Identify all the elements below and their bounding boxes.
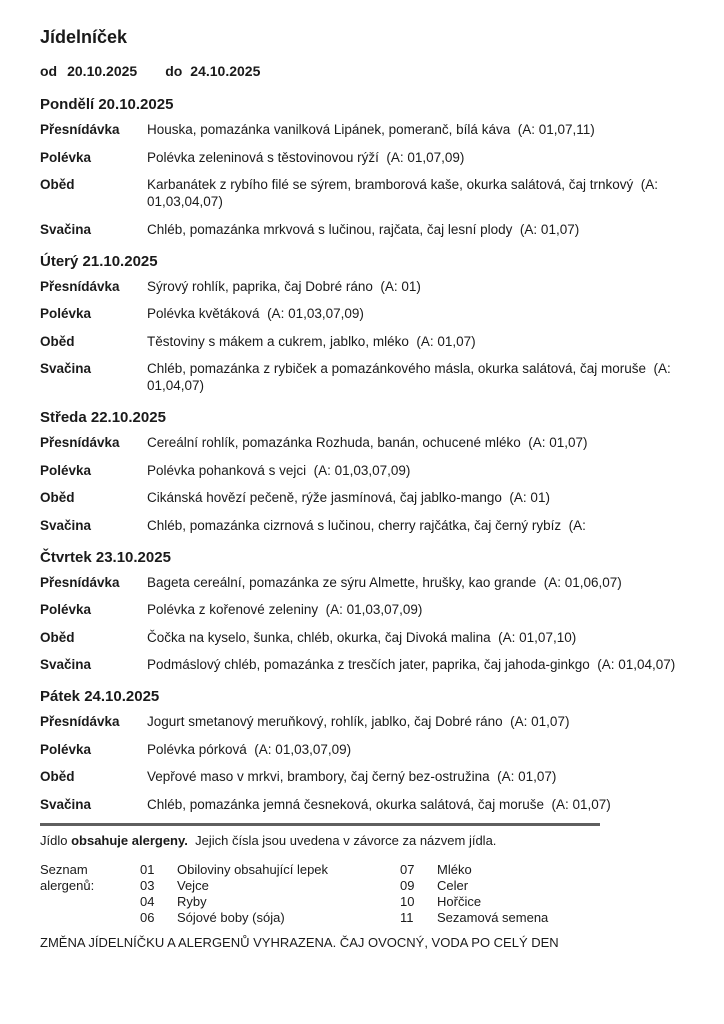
meal-label: Oběd: [40, 769, 75, 784]
meal-text: Chléb, pomazánka z rybiček a pomazánkového másla, okurka salátová, čaj moruše (A: 01,04,07): [147, 361, 675, 393]
page-title: Jídelníček: [40, 27, 128, 47]
meal-label: Polévka: [40, 306, 92, 321]
meal-row: [40, 741, 686, 758]
date-from: 20.10.2025: [67, 63, 138, 79]
meal-text: Polévka z kořenové zeleniny (A: 01,03,07,09): [147, 602, 423, 617]
meal-label: Svačina: [40, 796, 92, 812]
meal-row: [40, 796, 686, 813]
day-heading: Pondělí 20.10.2025: [40, 96, 174, 113]
meal-label: Přesnídávka: [40, 714, 120, 729]
meal-label: Polévka: [40, 462, 92, 478]
meal-label: Polévka: [40, 602, 92, 617]
meal-row: [40, 768, 686, 785]
day-section-tuesday: [40, 252, 686, 395]
date-to: 24.10.2025: [190, 63, 261, 79]
meal-text: Polévka zeleninová s těstovinovou rýží (A: 01,07,09): [147, 149, 465, 165]
meal-text: Polévka květáková (A: 01,03,07,09): [147, 306, 364, 321]
disclaimer: ZMĚNA JÍDELNÍČKU A ALERGENŮ VYHRAZENA. ČAJ OVOCNÝ, VODA PO CELÝ DEN: [40, 935, 559, 950]
day-section-wednesday: [40, 408, 686, 534]
meal-label: Oběd: [40, 490, 75, 505]
allergen-name: Mléko: [437, 862, 472, 877]
meal-text: Podmáslový chléb, pomazánka z tresčích jater, paprika, čaj jahoda-ginkgo (A: 01,04,07): [147, 657, 676, 672]
day-section-thursday: [40, 548, 686, 674]
meal-row: [40, 278, 686, 295]
meal-row: [40, 489, 686, 506]
allergen-name: Vejce: [177, 878, 209, 893]
day-section-monday: [40, 95, 686, 238]
allergen-note-bold: obsahuje alergeny.: [71, 833, 188, 848]
meal-label: Přesnídávka: [40, 435, 120, 450]
meal-text: Čočka na kyselo, šunka, chléb, okurka, čaj Divoká malina (A: 01,07,10): [147, 629, 577, 645]
allergen-code: 09: [400, 878, 415, 893]
meal-label: Polévka: [40, 741, 92, 757]
meal-row: [40, 149, 686, 166]
day-heading: Úterý 21.10.2025: [40, 252, 158, 270]
meal-text: Bageta cereální, pomazánka ze sýru Almette, hrušky, kao grande (A: 01,06,07): [147, 574, 622, 590]
meal-row: [40, 434, 686, 451]
meal-row: [40, 360, 686, 394]
date-range: [40, 63, 686, 79]
meal-row: [40, 221, 686, 238]
allergen-table: [140, 862, 548, 926]
day-heading: Čtvrtek 23.10.2025: [40, 548, 171, 566]
allergen-list-label: Seznam alergenů:: [40, 862, 95, 893]
meal-text: Jogurt smetanový meruňkový, rohlík, jablko, čaj Dobré ráno (A: 01,07): [147, 714, 570, 729]
meal-text: Polévka pórková (A: 01,03,07,09): [147, 741, 352, 757]
date-to-label: do: [165, 63, 183, 79]
meal-label: Polévka: [40, 149, 92, 165]
allergen-note-rest: Jejich čísla jsou uvedena v závorce za názvem jídla.: [187, 833, 497, 848]
meal-text: Chléb, pomazánka mrkvová s lučinou, rajčata, čaj lesní plody (A: 01,07): [147, 221, 580, 237]
allergen-name: Hořčice: [437, 894, 482, 909]
day-heading: Pátek 24.10.2025: [40, 688, 160, 705]
divider: [40, 823, 600, 826]
allergen-name: Obiloviny obsahující lepek: [177, 862, 329, 877]
allergen-list: [40, 862, 686, 926]
meal-text: Cikánská hovězí pečeně, rýže jasmínová, čaj jablko-mango (A: 01): [147, 490, 550, 505]
meal-row: [40, 656, 686, 673]
meal-label: Přesnídávka: [40, 122, 120, 137]
meal-label: Oběd: [40, 333, 75, 349]
meal-text: Cereální rohlík, pomazánka Rozhuda, banán, ochucené mléko (A: 01,07): [147, 435, 588, 450]
meal-label: Přesnídávka: [40, 278, 120, 294]
meal-row: [40, 305, 686, 322]
meal-row: [40, 176, 686, 210]
meal-label: Oběd: [40, 177, 75, 192]
meal-row: [40, 121, 686, 138]
meal-text: Sýrový rohlík, paprika, čaj Dobré ráno (A: 01): [147, 278, 421, 294]
meal-label: Přesnídávka: [40, 574, 120, 590]
meal-label: Svačina: [40, 657, 92, 672]
allergen-note-prefix: Jídlo: [40, 833, 72, 848]
meal-row: [40, 333, 686, 350]
allergen-name: Celer: [437, 878, 469, 893]
meal-text: Chléb, pomazánka cizrnová s lučinou, cherry rajčátka, čaj černý rybíz (A:: [147, 517, 586, 533]
allergen-code: 06: [140, 910, 155, 925]
allergen-code: 07: [400, 862, 415, 877]
allergen-note: [40, 833, 686, 849]
meal-label: Svačina: [40, 517, 92, 533]
meal-text: Karbanátek z rybího filé se sýrem, bramborová kaše, okurka salátová, čaj trnkový (A: 01,03,04,07): [147, 177, 662, 209]
allergen-code: 10: [400, 894, 415, 909]
meal-text: Vepřové maso v mrkvi, brambory, čaj černý bez-ostružina (A: 01,07): [147, 769, 557, 784]
meal-label: Oběd: [40, 629, 75, 645]
allergen-code: 03: [140, 878, 155, 893]
allergen-code: 01: [140, 862, 155, 877]
meal-row: [40, 462, 686, 479]
meal-text: Těstoviny s mákem a cukrem, jablko, mléko (A: 01,07): [147, 333, 476, 349]
meal-label: Svačina: [40, 361, 92, 376]
day-heading: Středa 22.10.2025: [40, 409, 166, 426]
meal-row: [40, 517, 686, 534]
meal-row: [40, 713, 686, 730]
allergen-name: Sezamová semena: [437, 910, 549, 925]
meal-text: Houska, pomazánka vanilková Lipánek, pomeranč, bílá káva (A: 01,07,11): [147, 122, 595, 137]
meal-row: [40, 629, 686, 646]
allergen-name: Ryby: [177, 894, 207, 909]
meal-text: Chléb, pomazánka jemná česneková, okurka salátová, čaj moruše (A: 01,07): [147, 796, 611, 812]
allergen-name: Sójové boby (sója): [177, 910, 285, 925]
day-section-friday: [40, 687, 686, 813]
meal-text: Polévka pohanková s vejci (A: 01,03,07,09): [147, 462, 411, 478]
meal-label: Svačina: [40, 221, 92, 237]
meal-row: [40, 601, 686, 618]
meal-row: [40, 574, 686, 591]
allergen-code: 11: [400, 910, 414, 925]
date-from-label: od: [40, 63, 58, 79]
allergen-code: 04: [140, 894, 155, 909]
